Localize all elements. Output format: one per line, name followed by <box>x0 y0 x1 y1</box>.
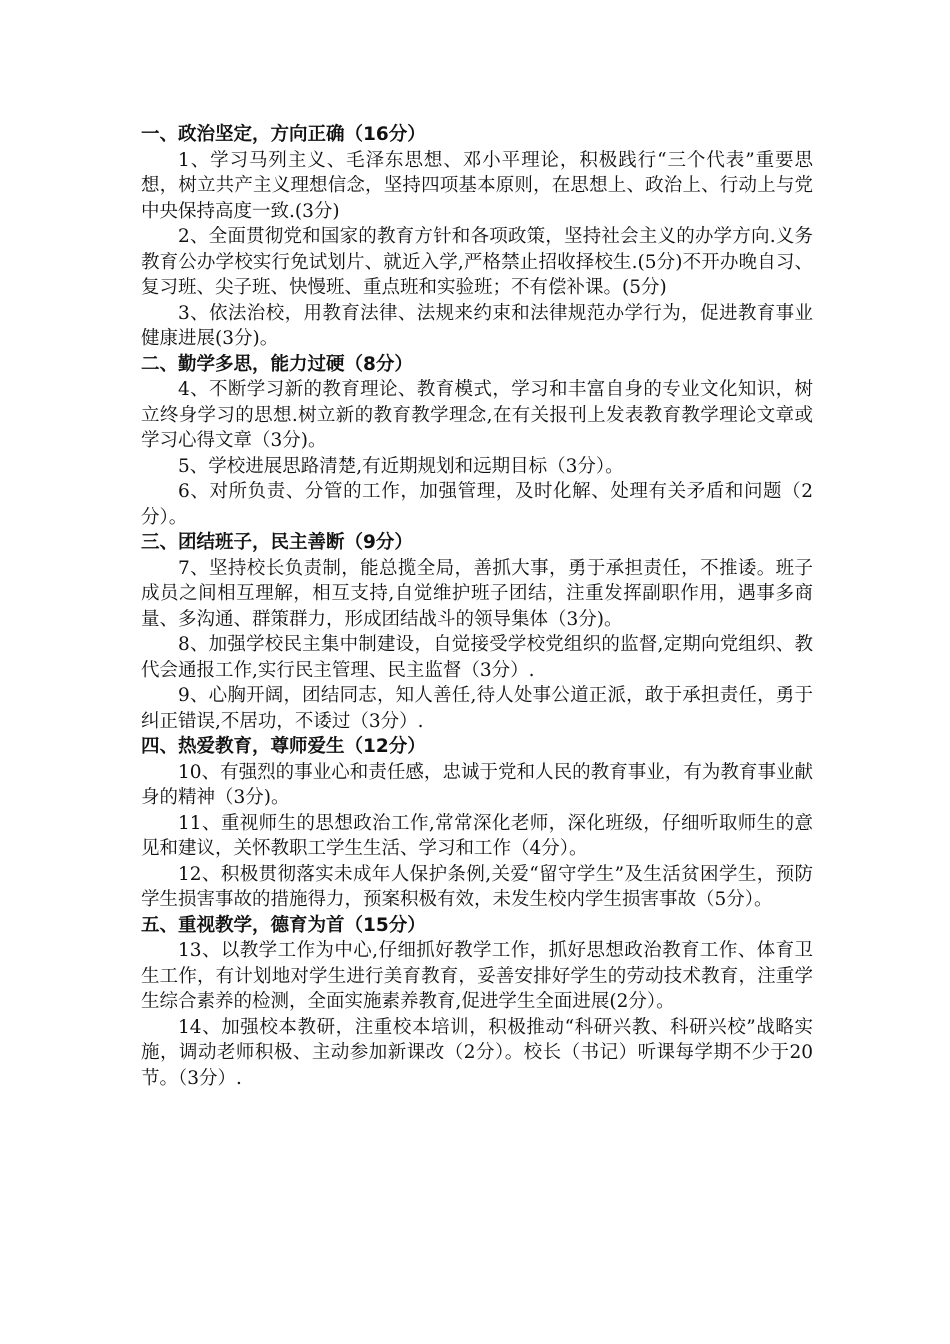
paragraph: 8、加强学校民主集中制建设，自觉接受学校党组织的监督,定期向党组织、教代会通报工作,实行民主管理、民主监督（3分）. <box>141 634 813 681</box>
section-heading: 二、勤学多思，能力过硬（8分） <box>141 353 413 375</box>
paragraph: 12、积极贯彻落实未成年人保护条例,关爱“留守学生”及生活贫困学生，预防学生损害事故的措施得力，预案积极有效，未发生校内学生损害事故（5分）。 <box>141 863 813 910</box>
paragraph: 11、重视师生的思想政治工作,常常深化老师，深化班级，仔细听取师生的意见和建议，关怀教职工学生生活、学习和工作（4分）。 <box>141 812 813 859</box>
paragraph: 9、心胸开阔，团结同志，知人善任,待人处事公道正派，敢于承担责任，勇于纠正错误,不居功，不诿过（3分）. <box>141 685 813 732</box>
section-unity <box>141 530 813 734</box>
section-heading: 四、热爱教育，尊师爱生（12分） <box>141 736 426 757</box>
paragraph: 10、有强烈的事业心和责任感，忠诚于党和人民的教育事业，有为教育事业献身的精神（3分)。 <box>141 761 813 808</box>
paragraph: 3、依法治校，用教育法律、法规来约束和法律规范办学行为，促进教育事业健康进展(3分)。 <box>141 302 813 349</box>
paragraph: 5、学校进展思路清楚,有近期规划和远期目标（3分）。 <box>178 455 624 477</box>
paragraph: 1、学习马列主义、毛泽东思想、邓小平理论，积极践行“三个代表”重要思想，树立共产主义理想信念，坚持四项基本原则，在思想上、政治上、行动上与党中央保持高度一致.(3分) <box>141 149 813 222</box>
section-study <box>141 352 813 531</box>
section-education <box>141 734 813 913</box>
section-heading: 三、团结班子，民主善断（9分） <box>141 532 413 553</box>
paragraph: 6、对所负责、分管的工作，加强管理，及时化解、处理有关矛盾和问题（2分）。 <box>141 481 813 528</box>
paragraph: 7、坚持校长负责制，能总揽全局，善抓大事，勇于承担责任，不推诿。班子成员之间相互理解，相互支持,自觉维护班子团结，注重发挥副职作用，遇事多商量、多沟通、群策群力，形成团结战斗的领导集体（3分)。 <box>141 557 813 630</box>
section-teaching <box>141 913 813 1092</box>
section-heading: 一、政治坚定，方向正确（16分） <box>141 124 426 145</box>
paragraph: 2、全面贯彻党和国家的教育方针和各项政策，坚持社会主义的办学方向.义务教育公办学校实行免试划片、就近入学,严格禁止招收择校生.(5分)不开办晚自习、复习班、尖子班、快慢班、重点班和实验班；不有偿补课。(5分) <box>141 226 813 298</box>
paragraph: 4、不断学习新的教育理论、教育模式，学习和丰富自身的专业文化知识，树立终身学习的思想.树立新的教育教学理念,在有关报刊上发表教育教学理论文章或学习心得文章（3分)。 <box>141 379 813 451</box>
document-body <box>141 122 813 1091</box>
section-political <box>141 122 813 352</box>
section-heading: 五、重视教学，德育为首（15分） <box>141 914 426 936</box>
paragraph: 14、加强校本教研，注重校本培训，积极推动“科研兴教、科研兴校”战略实施，调动老师积极、主动参加新课改（2分）。校长（书记）听课每学期不少于20节。（3分）. <box>141 1016 813 1089</box>
paragraph: 13、以教学工作为中心,仔细抓好教学工作，抓好思想政治教育工作、体育卫生工作，有计划地对学生进行美育教育，妥善安排好学生的劳动技术教育，注重学生综合素养的检测，全面实施素养教育,促进学生全面进展(2分）。 <box>141 940 813 1012</box>
